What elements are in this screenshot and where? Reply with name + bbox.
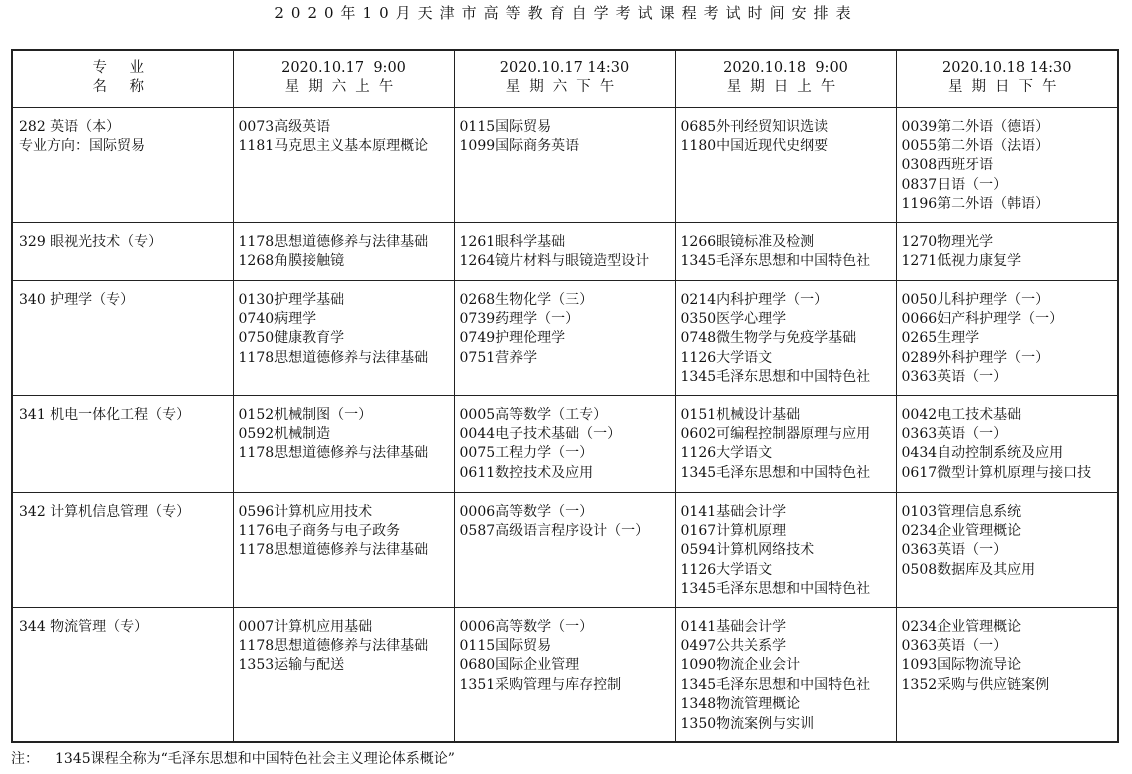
course-item: 1178思想道德修养与法律基础 — [238, 445, 429, 462]
course-item: 1178思想道德修养与法律基础 — [238, 349, 429, 366]
course-item: 0268生物化学（三） — [459, 291, 594, 308]
course-item: 0750健康教育学 — [238, 330, 345, 347]
course-item: 0115国际贸易 — [459, 118, 552, 135]
table-row — [12, 222, 1118, 280]
course-item: 1351采购管理与库存控制 — [459, 676, 622, 693]
exam-schedule-table — [11, 49, 1119, 743]
footnote-label: 注： — [11, 751, 39, 767]
major-cell — [12, 222, 233, 280]
course-item: 0350医学心理学 — [680, 310, 787, 327]
course-item: 1178思想道德修养与法律基础 — [238, 542, 429, 559]
exam-cell — [233, 280, 454, 395]
course-item: 0005高等数学（工专） — [459, 406, 608, 423]
session-day: 星期六上午 — [284, 79, 403, 95]
page-title: 2020年10月天津市高等教育自学考试课程考试时间安排表 — [274, 4, 858, 22]
course-item: 0363英语（一） — [901, 542, 1008, 559]
major-cell — [12, 607, 233, 742]
exam-cell — [896, 607, 1118, 742]
course-item: 0289外科护理学（一） — [901, 349, 1050, 366]
exam-cell — [454, 222, 675, 280]
course-item: 0739药理学（一） — [459, 310, 580, 327]
course-item: 0749护理伦理学 — [459, 330, 566, 347]
course-item: 1126大学语文 — [680, 349, 773, 366]
course-item: 1264镜片材料与眼镜造型设计 — [459, 252, 650, 269]
course-item: 0363英语（一） — [901, 425, 1008, 442]
course-item: 1090物流企业会计 — [680, 657, 801, 674]
exam-cell — [233, 395, 454, 492]
course-item: 0152机械制图（一） — [238, 406, 373, 423]
course-item: 1099国际商务英语 — [459, 137, 580, 154]
exam-cell — [233, 607, 454, 742]
table-row — [12, 492, 1118, 607]
exam-cell — [675, 395, 896, 492]
major-name: 329 眼视光技术（专） — [19, 233, 163, 250]
session-date: 2020.10.18 14:30 — [942, 60, 1072, 76]
session-header-1 — [233, 50, 454, 107]
course-item: 0602可编程控制器原理与应用 — [680, 425, 871, 442]
exam-cell — [675, 222, 896, 280]
table-row — [12, 280, 1118, 395]
session-day: 星期日下午 — [948, 79, 1066, 95]
course-item: 1176电子商务与电子政务 — [238, 522, 401, 539]
course-item: 0685外刊经贸知识选读 — [680, 118, 829, 135]
major-cell — [12, 395, 233, 492]
course-item: 1126大学语文 — [680, 561, 773, 578]
course-item: 0007计算机应用基础 — [238, 618, 373, 635]
course-item: 0042电工技术基础 — [901, 406, 1022, 423]
course-item: 0837日语（一） — [901, 176, 1008, 193]
footnote-text: 1345课程全称为“毛泽东思想和中国特色社会主义理论体系概论” — [55, 751, 455, 767]
course-item: 0611数控技术及应用 — [459, 464, 594, 481]
course-item: 1345毛泽东思想和中国特色社 — [680, 252, 871, 269]
course-item: 1261眼科学基础 — [459, 233, 566, 250]
course-item: 1181马克思主义基本原理概论 — [238, 137, 429, 154]
exam-cell — [233, 222, 454, 280]
course-item: 0497公共关系学 — [680, 637, 787, 654]
major-cell — [12, 107, 233, 222]
course-item: 0434自动控制系统及应用 — [901, 445, 1064, 462]
exam-cell — [233, 107, 454, 222]
course-item: 0234企业管理概论 — [901, 522, 1022, 539]
course-item: 1271低视力康复学 — [901, 252, 1022, 269]
table-row — [12, 107, 1118, 222]
course-item: 0044电子技术基础（一） — [459, 425, 622, 442]
course-item: 0587高级语言程序设计（一） — [459, 522, 650, 539]
course-item: 1196第二外语（韩语） — [901, 196, 1050, 213]
course-item: 0103管理信息系统 — [901, 503, 1022, 520]
exam-cell — [454, 107, 675, 222]
course-item: 0594计算机网络技术 — [680, 542, 815, 559]
course-item: 0748微生物学与免疫学基础 — [680, 330, 857, 347]
session-date: 2020.10.17 14:30 — [499, 60, 630, 76]
major-name: 344 物流管理（专） — [19, 618, 149, 635]
course-item: 0075工程力学（一） — [459, 445, 594, 462]
course-item: 1353运输与配送 — [238, 657, 345, 674]
course-item: 1345毛泽东思想和中国特色社 — [680, 676, 871, 693]
major-name: 282 英语（本） — [19, 118, 121, 135]
course-item: 0265生理学 — [901, 330, 980, 347]
session-date: 2020.10.17 9:00 — [281, 60, 406, 76]
major-header-line-1: 专 业 — [92, 60, 154, 76]
course-item: 1266眼镜标准及检测 — [680, 233, 815, 250]
session-header-4 — [896, 50, 1118, 107]
course-item: 0167计算机原理 — [680, 522, 787, 539]
major-name: 340 护理学（专） — [19, 291, 135, 308]
exam-cell — [675, 607, 896, 742]
course-item: 0680国际企业管理 — [459, 657, 580, 674]
course-item: 0234企业管理概论 — [901, 618, 1022, 635]
course-item: 0363英语（一） — [901, 637, 1008, 654]
course-item: 0617微型计算机原理与接口技 — [901, 464, 1092, 481]
table-row — [12, 607, 1118, 742]
course-item: 1178思想道德修养与法律基础 — [238, 637, 429, 654]
course-item: 1093国际物流导论 — [901, 657, 1022, 674]
course-item: 0214内科护理学（一） — [680, 291, 829, 308]
major-cell — [12, 492, 233, 607]
course-item: 1178思想道德修养与法律基础 — [238, 233, 429, 250]
exam-cell — [454, 492, 675, 607]
course-item: 0508数据库及其应用 — [901, 561, 1036, 578]
session-date: 2020.10.18 9:00 — [723, 60, 848, 76]
course-item: 1348物流管理概论 — [680, 696, 801, 713]
course-item: 0050儿科护理学（一） — [901, 291, 1050, 308]
course-item: 0115国际贸易 — [459, 637, 552, 654]
course-item: 0073高级英语 — [238, 118, 331, 135]
exam-cell — [896, 222, 1118, 280]
exam-cell — [454, 280, 675, 395]
header-row — [12, 50, 1118, 107]
exam-cell — [454, 395, 675, 492]
course-item: 1268角膜接触镜 — [238, 252, 345, 269]
course-item: 1350物流案例与实训 — [680, 715, 815, 732]
course-item: 1270物理光学 — [901, 233, 994, 250]
session-day: 星期六下午 — [505, 79, 624, 95]
exam-cell — [233, 492, 454, 607]
course-item: 0141基础会计学 — [680, 503, 787, 520]
course-item: 1345毛泽东思想和中国特色社 — [680, 581, 871, 598]
major-column-header — [12, 50, 233, 107]
exam-cell — [675, 280, 896, 395]
footnote — [11, 748, 455, 768]
exam-cell — [675, 492, 896, 607]
table-row — [12, 395, 1118, 492]
major-header-line-2: 名 称 — [92, 79, 154, 95]
major-cell — [12, 280, 233, 395]
course-item: 0596计算机应用技术 — [238, 503, 373, 520]
course-item: 1345毛泽东思想和中国特色社 — [680, 464, 871, 481]
exam-cell — [675, 107, 896, 222]
course-item: 0151机械设计基础 — [680, 406, 801, 423]
course-item: 0055第二外语（法语） — [901, 137, 1050, 154]
exam-cell — [896, 107, 1118, 222]
exam-cell — [896, 280, 1118, 395]
course-item: 0006高等数学（一） — [459, 503, 594, 520]
course-item: 0130护理学基础 — [238, 291, 345, 308]
course-item: 0141基础会计学 — [680, 618, 787, 635]
major-name: 341 机电一体化工程（专） — [19, 406, 191, 423]
course-item: 1126大学语文 — [680, 445, 773, 462]
session-header-3 — [675, 50, 896, 107]
course-item: 1180中国近现代史纲要 — [680, 137, 829, 154]
course-item: 0740病理学 — [238, 310, 317, 327]
exam-cell — [454, 607, 675, 742]
course-item: 0039第二外语（德语） — [901, 118, 1050, 135]
session-day: 星期日上午 — [726, 79, 845, 95]
course-item: 1345毛泽东思想和中国特色社 — [680, 369, 871, 386]
major-direction: 专业方向：国际贸易 — [19, 137, 145, 154]
course-item: 0006高等数学（一） — [459, 618, 594, 635]
course-item: 0066妇产科护理学（一） — [901, 310, 1064, 327]
exam-cell — [896, 395, 1118, 492]
exam-cell — [896, 492, 1118, 607]
course-item: 0751营养学 — [459, 349, 538, 366]
major-name: 342 计算机信息管理（专） — [19, 503, 191, 520]
session-header-2 — [454, 50, 675, 107]
course-item: 0363英语（一） — [901, 369, 1008, 386]
course-item: 0308西班牙语 — [901, 157, 994, 174]
course-item: 0592机械制造 — [238, 425, 331, 442]
course-item: 1352采购与供应链案例 — [901, 676, 1050, 693]
